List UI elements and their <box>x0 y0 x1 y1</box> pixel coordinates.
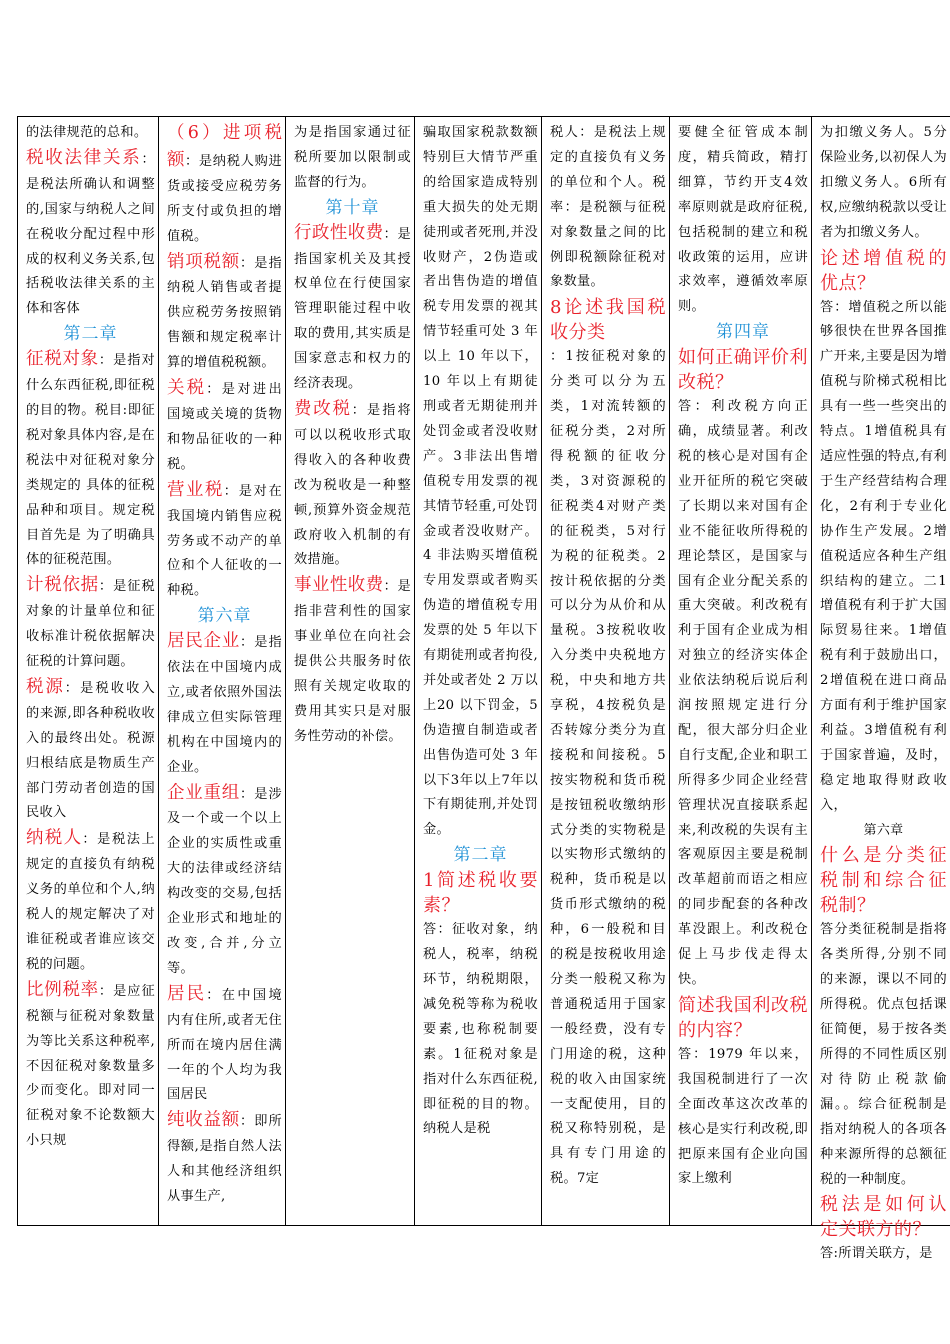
body-text: ：是税法上规定的直接负有纳税义务的单位和个人,纳税人的规定解决了对谁征税或者谁应该交税的问题。 <box>26 832 156 972</box>
body-text: 为是指国家通过征税所要加以限制或监督的行为。 <box>294 125 411 190</box>
paragraph <box>678 1043 808 1192</box>
body-text: 答：利改税方向正确，成绩显著。利改税的核心是对国有企业开征所的税它突破了长期以来对国有企业不能征收所得税的理论禁区，是国家与国有企业分配关系的重大突破。利改税有利于国有企业成为相对独立的经济实体企业依法纳税后说后利润按照规定进行分配，很大部分归企业自行支配,企业和职工所得多少同企业经营管理状况直接联系起来,利改税的失误有主客观原因主要是税制改革超前而语之相应的同步配套的各种改革没跟上。利改税仓促上马步伐走得太快。 <box>678 399 808 987</box>
chapter-heading: 第六章 <box>863 822 904 838</box>
paragraph <box>167 629 282 780</box>
paragraph <box>550 121 666 295</box>
question-heading: 税法是如何认定关联方的？ <box>820 1194 947 1241</box>
column-2 <box>158 117 285 1225</box>
column-4 <box>414 117 541 1225</box>
body-text: ：是对在我国境内销售应税劳务或不动产的单位和个人征收的一种税。 <box>167 483 283 599</box>
question-heading: 1简述税收要素？ <box>423 870 538 917</box>
body-text: ：是指对什么东西征税,即征税的目的物。 <box>26 353 156 418</box>
column-6 <box>669 117 811 1225</box>
body-text: ：是涉及一个或一个以上企业的实质性或重大的法律或经济结构改变的交易,包括企业形式和地址的改变,合并,分立等。 <box>167 786 283 976</box>
term-label: 纳税人 <box>26 828 83 849</box>
body-text: 答：1979 年以来，我国税制进行了一次全面改革这次改革的核心是实行利改税,即把原来国有企业向国家上缴利 <box>678 1046 808 1187</box>
body-text: 答：征收对象，纳税人，税率，纳税环节，纳税期限，减免税等称为税收要素,也称税制要素。1征税对象是指对什么东西征税,即征税的目的物。纳税人是税 <box>423 922 538 1137</box>
body-text: ：是对进出国境或关境的货物和物品征收的一种税。 <box>167 382 282 472</box>
paragraph <box>678 121 808 320</box>
term-label: 征税对象 <box>26 349 99 370</box>
paragraph <box>423 121 538 843</box>
paragraph <box>167 250 282 377</box>
body-text: 骗取国家税款数额特别巨大情节严重的给国家造成特别重大损失的处无期徒刑或者死刑,并没收财产，2伪造或者出售伪造的增值税专用发票的视其情节轻重可处 3 年以上 10 年以下，10 年以上有期徒刑或者无期徒刑并处罚金或者没收财产。3非法出售增值税专用发票的视其情节轻重,可处罚金或者没收财产。4 非法购买增值税专用发票或者购买伪造的增值税专用发票的处 5 年以下有期徒刑或者拘役,并处或者处 2 万以上20 以下罚金，5伪造擅自制造或者出售伪造可处 3 年以下3年以上7年以下有期徒刑,并处罚金。 <box>423 125 538 838</box>
question-heading: 简述我国利改税的内容？ <box>678 994 808 1041</box>
column-5 <box>541 117 669 1225</box>
body-text: ：1按征税对象的分类可以分为五类，1对流转额的征税分类，2对所得税额的征收分类，3对资源税的征税类4对财产类的征税类，5对行为税的征税类。2按计税依据的分类可以分为从价和从量税。3按税收收入分类中央税地方税，中央和地方共享税，4按税负是否转嫁分类分为直接税和间接税。5按实物税和货币税是按钮税收缴纳形式分类的实物税是以实物形式缴纳的税种，货币税是以货币形式缴纳的税种，6一般税和目的税是按税收用途分类一般税又称为普通税适用于国家一般经费，没有专门用途的税，这种税的收入由国家统一支配使用，目的税又称特别税，是具有专门用途的税。7定 <box>550 349 666 1187</box>
term-label: 企业重组 <box>167 782 241 803</box>
term-label: 比例税率 <box>26 979 99 1000</box>
term-label: 事业性收费 <box>294 575 384 596</box>
paragraph <box>294 397 411 573</box>
chapter-heading: 第四章 <box>716 322 770 343</box>
body-text: ：即所得额,是指自然人法人和其他经济组织从事生产, <box>167 1114 283 1205</box>
term-label: 费改税 <box>294 398 352 419</box>
paragraph <box>26 675 155 826</box>
question-heading: 论述增值税的优点？ <box>820 247 947 294</box>
paragraph <box>167 1108 282 1210</box>
term-label: 营业税 <box>167 479 224 500</box>
body-text: ：是征税对象的计量单位和征收标准计税依据解决征税的计算问题。 <box>26 579 156 670</box>
paragraph <box>26 978 155 1154</box>
body-text: 税目:即征税对象具体内容,是在税法中对征税对象分类规定的 具体的征税品种和项目。规定税目首先是 为了明确具体的征税范围。 <box>26 402 155 568</box>
body-text: ：是指国家机关及其授权单位在行使国家管理职能过程中收取的费用,其实质是国家意志和权力的经济表现。 <box>294 226 412 392</box>
paragraph <box>167 121 282 250</box>
question-heading: 8论述我国税收分类 <box>550 297 666 344</box>
paragraph <box>294 573 411 749</box>
paragraph <box>820 296 947 819</box>
chapter-heading: 第十章 <box>325 197 380 218</box>
body-text: 答:所谓关联方，是 <box>820 1246 933 1262</box>
body-text: ：是税收收入的来源,即各种税收收入的最终出处。税源归根结底是物质生产部门劳动者创造的国民收入 <box>26 680 155 821</box>
body-text: 要健全征管成本制度，精兵简政，精打细算，节约开支4效率原则就是政府征税,包括税制的建立和税收政策的运用，应讲求效率，遵循效率原则。 <box>678 125 808 315</box>
body-text: ：是指非营利性的国家事业单位在向社会提供公共服务时依照有关规定收取的费用其实只是对服务性劳动的补偿。 <box>294 579 412 744</box>
paragraph <box>26 121 155 146</box>
body-text: ：是纳税人购进货或接受应税劳务所支付或负担的增值税。 <box>167 153 283 244</box>
body-text: 为扣缴义务人。5分保险业务,以初保人为扣缴义务人。6所有权,应缴纳税款以受让者为扣缴义务人。 <box>820 125 947 240</box>
term-label: 关税 <box>167 378 207 399</box>
paragraph <box>167 982 282 1109</box>
column-7 <box>811 117 950 1262</box>
paragraph <box>820 918 947 1192</box>
term-label: 计税依据 <box>26 575 99 596</box>
term-label: 行政性收费 <box>294 222 384 243</box>
body-text: 的法律规范的总和。 <box>26 125 148 140</box>
body-text: ：是应征税额与征税对象数量为等比关系这种税率,不因征税对象数量多少而变化。即对同一征税对象不论数额大小只规 <box>26 983 156 1149</box>
term-label: （6）进项税额 <box>167 123 282 170</box>
document-table <box>17 116 950 1262</box>
question-heading: 如何正确评价利改税？ <box>678 347 808 394</box>
paragraph <box>820 1242 947 1267</box>
body-text: 答：增值税之所以能够很快在世界各国推广开来,主要是因为增值税与阶梯式税相比具有一些一些突出的特点。1增值税具有适应性强的特点,有利于生产经营结构合理化，2有利于专业化协作生产发展。2增值税适应各种生产组织结构的建立。二1增值税有利于扩大国际贸易往来。1增值税有利于鼓励出口，2增值税在进口商品方面有利于维护国家利益。3增值税有利于国家普遍，及时，稳定地取得财政收入， <box>820 299 947 813</box>
paragraph <box>26 826 155 977</box>
term-label: 居民企业 <box>167 631 241 652</box>
paragraph <box>167 781 282 982</box>
chapter-heading: 第六章 <box>197 606 252 627</box>
term-label: 居民 <box>167 983 207 1004</box>
term-label: 纯收益额 <box>167 1110 241 1131</box>
question-heading: 什么是分类征税制和综合征税制？ <box>820 845 947 917</box>
paragraph <box>820 121 947 246</box>
body-text: ：是税法所确认和调整的,国家与纳税人之间在税收分配过程中形成的权利义务关系,包括税收法律关系的主体和客体 <box>26 151 155 317</box>
chapter-heading: 第二章 <box>63 324 118 345</box>
paragraph <box>294 221 411 397</box>
column-3 <box>285 117 414 1225</box>
paragraph <box>294 121 411 196</box>
term-label: 税收法律关系 <box>26 147 142 168</box>
term-label: 税源 <box>26 676 65 697</box>
body-text: ：在中国境内有住所,或者无住所而在境内居住满一年的个人均为我国居民 <box>167 987 282 1103</box>
term-label: 销项税额 <box>167 251 241 272</box>
body-text: ：是指纳税人销售或者提供应税劳务按照销售额和规定税率计算的增值税税额。 <box>167 255 283 371</box>
column-1 <box>17 117 158 1225</box>
paragraph <box>26 573 155 675</box>
paragraph <box>678 395 808 993</box>
body-text: 税人：是税法上规定的直接负有义务的单位和个人。税率：是税额与征税对象数量之间的比例即税额除征税对象数量。 <box>550 125 666 290</box>
chapter-heading: 第二章 <box>453 845 508 866</box>
paragraph <box>423 918 538 1142</box>
body-text: ：是指将可以以税收形式取得收入的各种收费改为税收是一种整顿,预算外资金规范政府收入机制的有效措施。 <box>294 402 412 568</box>
body-text: ：是指依法在中国境内成立,或者依照外国法律成立但实际管理机构在中国境内的企业。 <box>167 635 283 775</box>
paragraph <box>26 146 155 322</box>
paragraph <box>26 347 155 573</box>
paragraph <box>167 376 282 478</box>
body-text: 答分类征税制是指将各类所得,分别不同 的来源，课以不同的所得税。优点包括课征简便，易于按各类所得的不同性质区别对待防止税款偷漏。。综合征税制是指对纳税人的各项各种来源所得的总额征税的一种制度。 <box>820 922 947 1187</box>
paragraph <box>550 345 666 1192</box>
paragraph <box>167 478 282 605</box>
